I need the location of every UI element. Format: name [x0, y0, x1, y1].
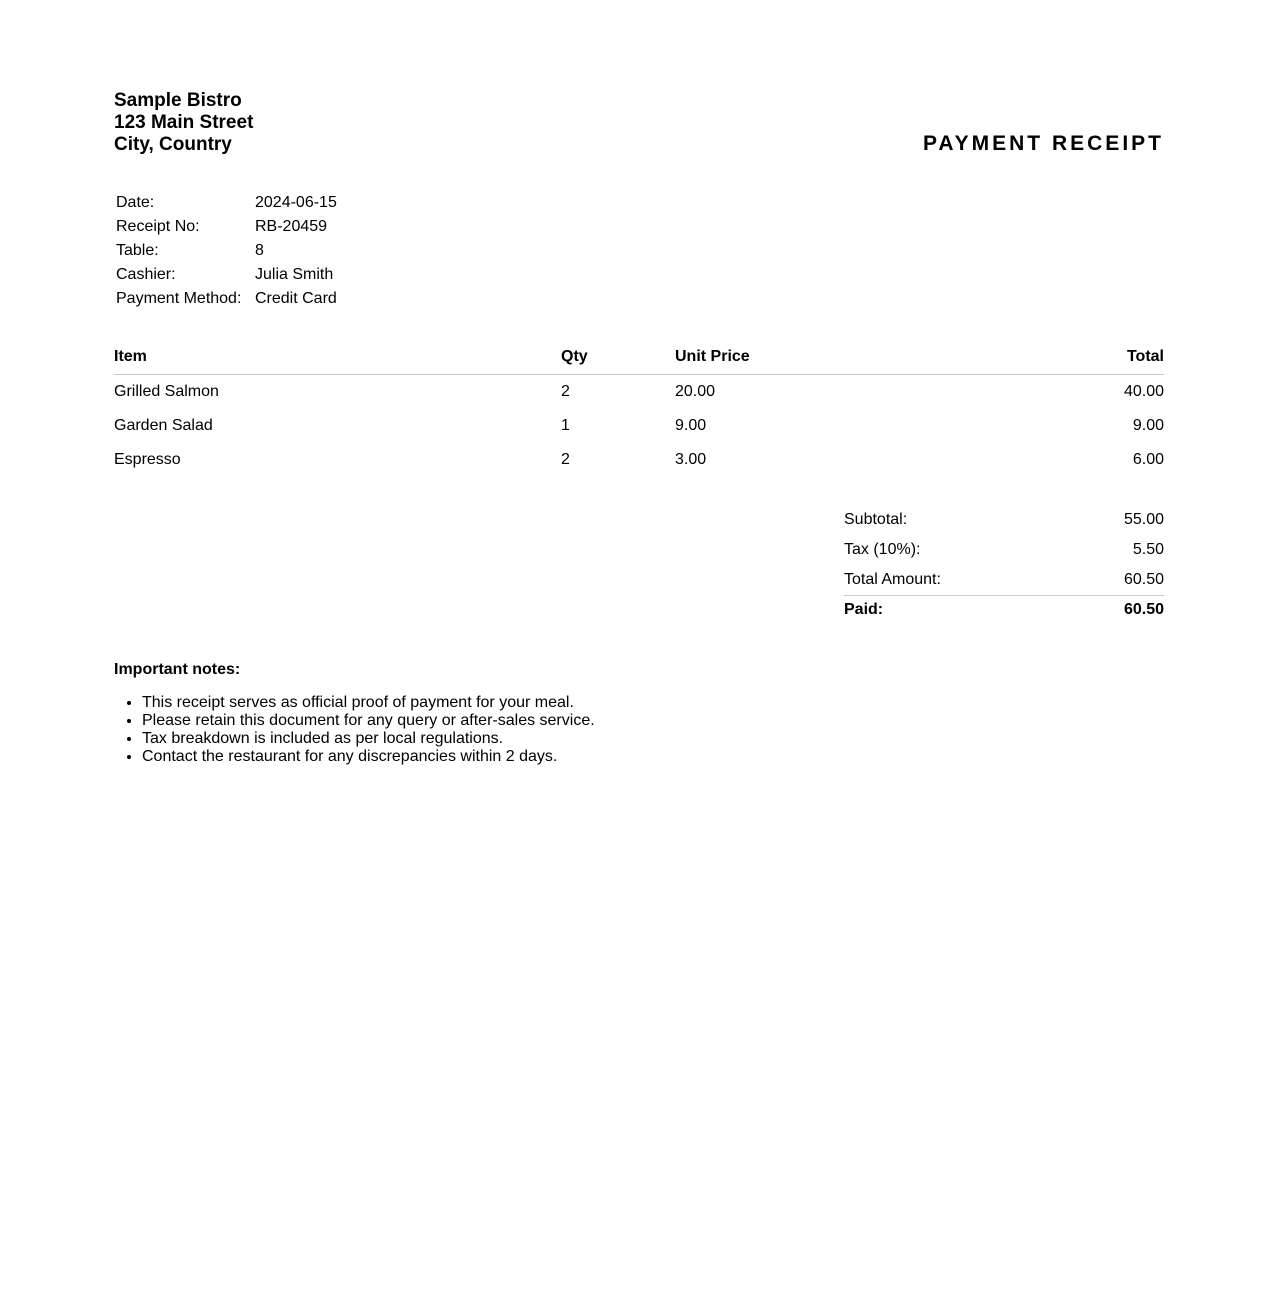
- subtotal-row: [844, 505, 1164, 535]
- meta-value: Julia Smith: [255, 266, 334, 283]
- tax-label: Tax (10%):: [844, 541, 921, 558]
- item-total: 6.00: [1132, 451, 1164, 468]
- item-name: Espresso: [114, 451, 181, 468]
- item-unit-price: 3.00: [675, 451, 707, 468]
- table-row: [114, 375, 1164, 410]
- table-row: [114, 409, 1164, 443]
- list-item: • Tax breakdown is included as per local regulations.: [142, 730, 814, 748]
- column-header-total: Total: [905, 348, 1164, 375]
- total-amount-label: Total Amount:: [844, 571, 941, 588]
- receipt-page: [114, 90, 1164, 765]
- important-notes: [114, 660, 814, 766]
- list-item: • Contact the restaurant for any discrepancies within 2 days.: [142, 748, 814, 766]
- restaurant-name: Sample Bistro: [114, 90, 242, 111]
- paid-row: [844, 595, 1164, 626]
- totals-summary: [844, 505, 1164, 626]
- item-name: Grilled Salmon: [114, 383, 219, 400]
- item-total: 40.00: [1123, 383, 1164, 400]
- table-row: [114, 443, 1164, 477]
- column-header-qty: Qty: [561, 348, 675, 375]
- meta-label: Receipt No:: [116, 218, 200, 235]
- column-header-unit-price: Unit Price: [675, 348, 905, 375]
- meta-label: Cashier:: [116, 266, 176, 283]
- document-title: PAYMENT RECEIPT: [922, 132, 1164, 155]
- total-amount-row: [844, 565, 1164, 595]
- restaurant-info: [114, 90, 253, 156]
- items-table: [114, 348, 1164, 477]
- total-amount-value: 60.50: [1123, 571, 1164, 588]
- subtotal-label: Subtotal:: [844, 511, 908, 528]
- meta-row-table: [116, 239, 337, 263]
- item-unit-price: 9.00: [675, 417, 707, 434]
- meta-row-receipt-no: [116, 215, 337, 239]
- column-header-item: Item: [114, 348, 561, 375]
- list-item: • This receipt serves as official proof of payment for your meal.: [142, 694, 814, 712]
- tax-row: [844, 535, 1164, 565]
- notes-list: [114, 694, 814, 766]
- item-name: Garden Salad: [114, 417, 213, 434]
- paid-value: 60.50: [1123, 601, 1164, 618]
- tax-value: 5.50: [1132, 541, 1164, 558]
- item-total: 9.00: [1132, 417, 1164, 434]
- item-qty: 2: [561, 451, 570, 468]
- paid-label: Paid:: [844, 601, 884, 618]
- receipt-meta-table: [116, 191, 337, 311]
- restaurant-address-line2: City, Country: [114, 134, 232, 155]
- items-header-row: [114, 348, 1164, 375]
- item-qty: 2: [561, 383, 570, 400]
- meta-value: Credit Card: [255, 290, 337, 307]
- item-qty: 1: [561, 417, 570, 434]
- item-unit-price: 20.00: [675, 383, 716, 400]
- meta-value: 2024-06-15: [255, 194, 337, 211]
- subtotal-value: 55.00: [1123, 511, 1164, 528]
- meta-value: RB-20459: [255, 218, 328, 235]
- meta-row-cashier: [116, 263, 337, 287]
- receipt-header: [114, 90, 1164, 160]
- list-item: • Please retain this document for any query or after-sales service.: [142, 712, 814, 730]
- meta-value: 8: [255, 242, 264, 259]
- restaurant-address-line1: 123 Main Street: [114, 112, 254, 133]
- meta-label: Table:: [116, 242, 159, 259]
- meta-label: Date:: [116, 194, 155, 211]
- meta-row-date: [116, 191, 337, 215]
- meta-label: Payment Method:: [116, 290, 242, 307]
- meta-row-payment-method: [116, 287, 337, 311]
- notes-title: Important notes:: [114, 661, 241, 678]
